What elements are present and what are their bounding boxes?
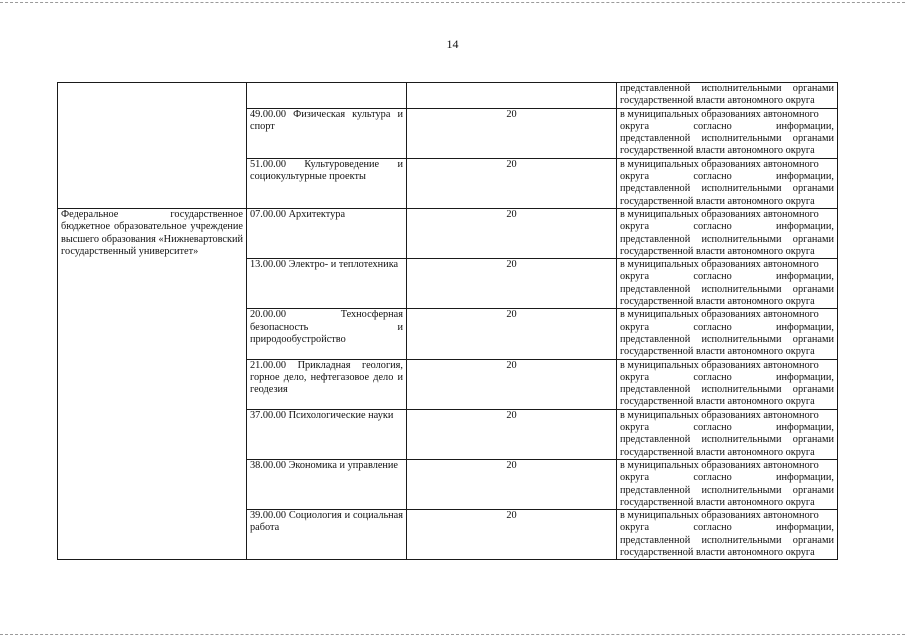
note-line: в муниципальных образованиях автономного [620, 459, 819, 471]
note-line: государственной власти автономного округа [620, 396, 815, 408]
note-line: округа согласно информации, [620, 171, 834, 183]
note-line: представленной исполнительными органами [620, 83, 834, 94]
note-line: государственной власти автономного округа [620, 296, 815, 308]
specialty-cell: 51.00.00 Культуроведение и социокультурные проекты [247, 158, 407, 208]
note-line: в муниципальных образованиях автономного [620, 409, 819, 421]
specialty-cell: 49.00.00 Физическая культура и спорт [247, 108, 407, 158]
note-cell [617, 510, 838, 560]
specialty-cell: 07.00.00 Архитектура [247, 208, 407, 258]
scan-edge-bottom [0, 634, 905, 635]
note-line: представленной исполнительными органами [620, 384, 834, 396]
specialty-cell: 37.00.00 Психологические науки [247, 409, 407, 459]
quantity-cell: 20 [407, 359, 617, 409]
note-cell [617, 108, 838, 158]
note-cell [617, 158, 838, 208]
note-cell [617, 83, 838, 109]
note-cell [617, 409, 838, 459]
specialty-cell: 20.00.00 Техносферная безопасность и природообустройство [247, 309, 407, 359]
specialty-cell: 38.00.00 Экономика и управление [247, 459, 407, 509]
note-line: округа согласно информации, [620, 120, 834, 132]
quantity-cell: 20 [407, 459, 617, 509]
note-line: в муниципальных образованиях автономного [620, 158, 819, 170]
table-row [58, 208, 838, 258]
note-line: в муниципальных образованиях автономного [620, 259, 819, 271]
note-cell [617, 459, 838, 509]
note-line: государственной власти автономного округа [620, 95, 815, 107]
note-line: округа согласно информации, [620, 271, 834, 283]
note-line: округа согласно информации, [620, 522, 834, 534]
allocation-table [57, 82, 838, 560]
quantity-cell: 20 [407, 158, 617, 208]
note-line: представленной исполнительными органами [620, 434, 834, 446]
quantity-cell: 20 [407, 259, 617, 309]
note-line: государственной власти автономного округа [620, 145, 815, 157]
quantity-cell: 20 [407, 510, 617, 560]
note-line: в муниципальных образованиях автономного [620, 208, 819, 220]
note-cell [617, 359, 838, 409]
note-line: государственной власти автономного округа [620, 446, 815, 458]
note-line: округа согласно информации, [620, 221, 834, 233]
note-line: в муниципальных образованиях автономного [620, 309, 819, 321]
quantity-cell: 20 [407, 108, 617, 158]
note-cell [617, 208, 838, 258]
note-line: представленной исполнительными органами [620, 233, 834, 245]
note-line: государственной власти автономного округа [620, 546, 815, 558]
specialty-cell: 39.00.00 Социология и социальная работа [247, 510, 407, 560]
specialty-cell: 21.00.00 Прикладная геология, горное дело, нефтегазовое дело и геодезия [247, 359, 407, 409]
note-line: государственной власти автономного округа [620, 496, 815, 508]
note-line: округа согласно информации, [620, 321, 834, 333]
org-cell-empty [58, 83, 247, 209]
note-line: округа согласно информации, [620, 371, 834, 383]
note-line: округа согласно информации, [620, 472, 834, 484]
note-line: представленной исполнительными органами [620, 484, 834, 496]
note-line: представленной исполнительными органами [620, 183, 834, 195]
specialty-cell: 13.00.00 Электро- и теплотехника [247, 259, 407, 309]
quantity-cell: 20 [407, 409, 617, 459]
note-cell [617, 259, 838, 309]
note-line: округа согласно информации, [620, 422, 834, 434]
note-line: представленной исполнительными органами [620, 283, 834, 295]
quantity-cell: 20 [407, 208, 617, 258]
note-line: представленной исполнительными органами [620, 534, 834, 546]
note-line: в муниципальных образованиях автономного [620, 510, 819, 522]
quantity-cell [407, 83, 617, 109]
quantity-cell: 20 [407, 309, 617, 359]
page-number: 14 [446, 37, 459, 51]
note-cell [617, 309, 838, 359]
note-line: представленной исполнительными органами [620, 133, 834, 145]
table-row-continuation [58, 83, 838, 109]
note-line: в муниципальных образованиях автономного [620, 108, 819, 120]
note-line: государственной власти автономного округа [620, 346, 815, 358]
specialty-cell [247, 83, 407, 109]
note-line: государственной власти автономного округа [620, 245, 815, 257]
organization-cell: Федеральное государственное бюджетное образовательное учреждение высшего образования «Нижневартовский государственный университет» [58, 208, 247, 559]
note-line: представленной исполнительными органами [620, 333, 834, 345]
note-line: государственной власти автономного округа [620, 195, 815, 207]
scan-edge-top [0, 2, 905, 3]
note-line: в муниципальных образованиях автономного [620, 359, 819, 371]
